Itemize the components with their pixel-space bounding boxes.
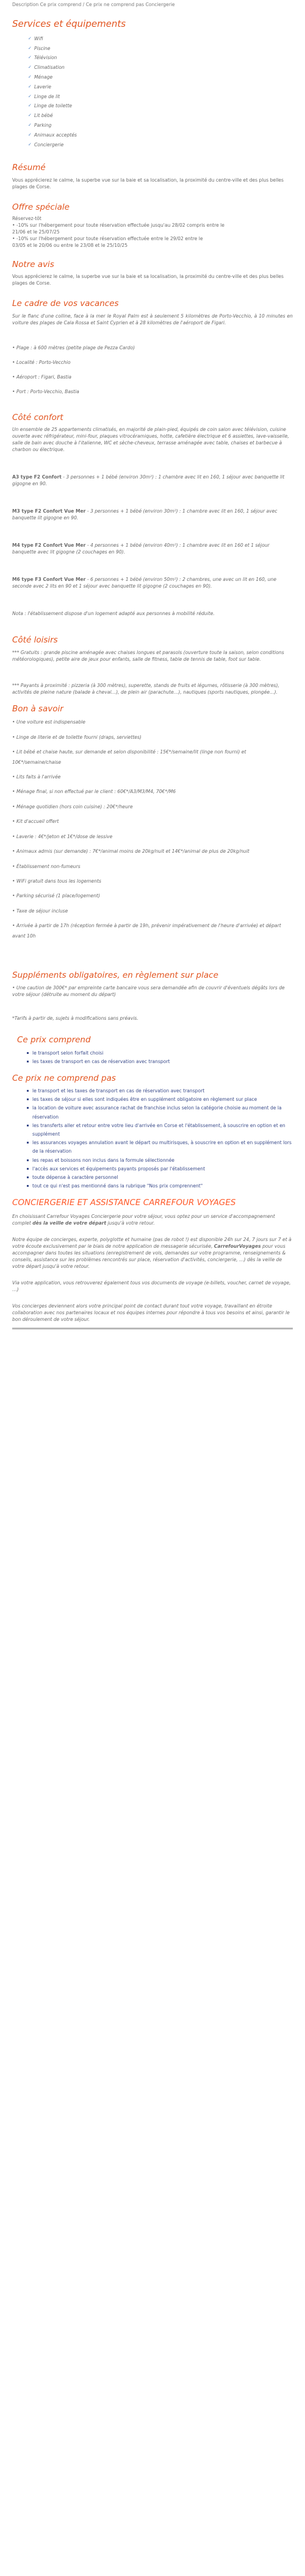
prix-ne-comprend-list bbox=[12, 1087, 293, 1190]
conciergerie-p2-b: CarrefourVoyages bbox=[214, 1244, 261, 1250]
cadre-text: Sur le flanc d'une colline, face à la mer le Royal Palm est à seulement 5 kilomètres de Porto-Vecchio, à 10 minutes en voiture des plages de Cala Rossa et Saint Cyprien et à 28 kilomètres de l'aéroport de Figari. bbox=[12, 313, 293, 326]
cadre-point: • Aéroport : Figari, Bastia bbox=[12, 374, 72, 380]
unit-name: M6 type F3 Confort Vue Mer bbox=[12, 576, 86, 582]
service-item: ✓ Linge de lit bbox=[28, 92, 293, 102]
bon-a-savoir-item: • Ménage final, si non effectué par le client : 60€*/A3/M3/M4, 70€*/M6 bbox=[12, 789, 176, 795]
bon-a-savoir-item: • WiFi gratuit dans tous les logements bbox=[12, 878, 101, 884]
cadre-point: • Plage : à 600 mètres (petite plage de Pezza Cardo) bbox=[12, 344, 135, 350]
bon-a-savoir-item: • Une voiture est indispensable bbox=[12, 719, 85, 725]
prix-ne-comprend-item: tout ce qui n'est pas mentionné dans la rubrique "Nos prix comprennent" bbox=[27, 1182, 293, 1190]
unit-text: - 3 personnes + 1 bébé (environ 30m²) : 1 chambre avec lit en 160, 1 séjour avec banquette lit gigogne en 90. bbox=[12, 508, 278, 521]
section-heading-avis: Notre avis bbox=[12, 260, 54, 270]
service-item: ✓ Laverie bbox=[28, 82, 293, 92]
prix-ne-comprend-item: les assurances voyages annulation avant le départ ou multirisques, à souscrire en option et en supplément lors de la réservation bbox=[27, 1139, 293, 1156]
loisirs-payants-label: *** Payants à proximité : bbox=[12, 682, 72, 688]
section-heading-confort: Côté confort bbox=[12, 412, 63, 422]
cadre-point: • Localité : Porto-Vecchio bbox=[12, 359, 71, 365]
bon-a-savoir-list bbox=[12, 717, 293, 941]
prix-ne-comprend-item: le transport et les taxes de transport en cas de réservation avec transport bbox=[27, 1087, 293, 1095]
service-item: ✓ Parking bbox=[28, 121, 293, 130]
unit-description bbox=[12, 508, 293, 521]
page-content bbox=[6, 0, 299, 1329]
section-heading-cadre: Le cadre de vos vacances bbox=[12, 298, 119, 308]
conciergerie-p1-b: dès la veille de votre départ bbox=[32, 1220, 107, 1226]
bon-a-savoir-item: • Parking sécurisé (1 place/logement) bbox=[12, 893, 100, 899]
cadre-point: • Port : Porto-Vecchio, Bastia bbox=[12, 388, 79, 394]
confort-note: Nota : l'établissement dispose d'un logement adapté aux personnes à mobilité réduite. bbox=[12, 610, 215, 616]
service-item: ✓ Télévision bbox=[28, 53, 293, 63]
conciergerie-p1-c: jusqu'à votre retour. bbox=[106, 1220, 155, 1226]
resume-text: Vous apprécierez le calme, la superbe vue sur la baie et sa localisation, la proximité du centre-ville et des plus belles plages de Corse. bbox=[12, 177, 284, 190]
conciergerie-p4: Vos concierges deviennent alors votre principal point de contact durant tout votre voyage, travaillant en étroite collaboration avec nos partenaires locaux et nos équipes internes pour répondre à tous vos besoins et ainsi, garantir le bon déroulement de votre séjour. bbox=[12, 1303, 290, 1323]
bon-a-savoir-item: • Laverie : 4€*/jeton et 1€*/dose de lessive bbox=[12, 833, 113, 839]
service-item: ✓ Lit bébé bbox=[28, 111, 293, 121]
prix-ne-comprend-item: la location de voiture avec assurance rachat de franchise inclus selon la catégorie choisie au moment de la réservation bbox=[27, 1104, 293, 1121]
unit-description bbox=[12, 474, 293, 487]
offre-line: Réservez-tôt bbox=[12, 216, 41, 222]
section-heading-prix-comprend: Ce prix comprend bbox=[17, 1034, 91, 1045]
bon-a-savoir-item: • Arrivée à partir de 17h (réception fermée à partir de 19h, prévenir impérativement de l'heure d'arrivée) et départ avant 10h bbox=[12, 923, 281, 939]
bon-a-savoir-item: • Linge de literie et de toilette fourni (draps, serviettes) bbox=[12, 734, 142, 740]
conciergerie-p2-a: Notre équipe de concierges, experte, polyglotte et humaine (pas de robot !) est disponible 24h sur 24, 7 jours sur 7 et à votre écoute exclusivement par le biais de notre application de messagerie sécurisée, bbox=[12, 1237, 292, 1250]
cadre-points bbox=[12, 344, 293, 395]
offre-line: • -10% sur l'hébergement pour toute réservation effectuée entre le 29/02 entre le bbox=[12, 236, 203, 242]
loisirs-gratuits-label: *** Gratuits : bbox=[12, 649, 44, 655]
section-heading-prix-ne-comprend: Ce prix ne comprend pas bbox=[12, 1073, 116, 1084]
conciergerie-p1 bbox=[12, 1213, 293, 1226]
unit-text: - 6 personnes + 1 bébé (environ 50m²) : 2 chambres, une avec un lit en 160, une seconde avec 2 lits en 90 et 1 séjour avec banquette lit gigogne (2 couchages en 90). bbox=[12, 576, 276, 589]
service-item: ✓ Animaux acceptés bbox=[28, 130, 293, 140]
breadcrumb: Description Ce prix comprend / Ce prix ne comprend pas Conciergerie bbox=[12, 2, 175, 7]
section-heading-services: Services et équipements bbox=[12, 18, 126, 29]
unit-name: M4 type F2 Confort Vue Mer bbox=[12, 542, 86, 548]
prix-ne-comprend-item: les taxes de séjour si elles sont indiquées être en supplément obligatoire en règlement sur place bbox=[27, 1095, 293, 1104]
unit-name: A3 type F2 Confort bbox=[12, 474, 62, 480]
prix-ne-comprend-item: l'accès aux services et équipements payants proposés par l'établissement bbox=[27, 1165, 293, 1173]
prix-ne-comprend-item: les repas et boissons non inclus dans la formule sélectionnée bbox=[27, 1156, 293, 1165]
section-heading-conciergerie: CONCIERGERIE ET ASSISTANCE CARREFOUR VOYAGES bbox=[12, 1198, 236, 1208]
offre-line: • -10% sur l'hébergement pour toute réservation effectuée jusqu'au 28/02 compris entre le bbox=[12, 222, 224, 229]
section-heading-offre: Offre spéciale bbox=[12, 202, 70, 213]
loisirs-payants bbox=[12, 682, 293, 696]
service-item: ✓ Climatisation bbox=[28, 63, 293, 73]
avis-text: Vous apprécierez le calme, la superbe vue sur la baie et sa localisation, la proximité du centre-ville et des plus belles plages de Corse. bbox=[12, 273, 284, 286]
conciergerie-p2-c: pour vous accompagner dans toutes les situations (enregistrement de vols, demandes sur votre programme, renseignements & conseils, assistance sur les problèmes rencontrés sur place, réservation d'activités, conciergerie, …) dès la veille de votre départ jusqu'à votre retour. bbox=[12, 1244, 286, 1270]
conciergerie-p3: Via votre application, vous retrouverez également tous vos documents de voyage (e-billets, voucher, carnet de voyage, …) bbox=[12, 1280, 291, 1293]
loisirs-gratuits-text: grande piscine aménagée avec chaises longues et parasols (ouverture toute la saison, selon conditions météorologiques), petite aire de jeux pour enfants, salle de fitness, table de tennis de table, foot sur table. bbox=[12, 649, 284, 662]
prix-ne-comprend-item: toute dépense à caractère personnel bbox=[27, 1173, 293, 1182]
footer-divider bbox=[12, 1328, 293, 1329]
unit-name: M3 type F2 Confort Vue Mer bbox=[12, 508, 86, 514]
service-item: ✓ Wifi bbox=[28, 34, 293, 44]
bon-a-savoir-item: • Lit bébé et chaise haute, sur demande et selon disponibilité : 15€*/semaine/lit (linge non fourni) et 10€*/semaine/chaise bbox=[12, 749, 246, 765]
services-list bbox=[12, 34, 293, 150]
section-heading-loisirs: Côté loisirs bbox=[12, 635, 58, 645]
confort-units bbox=[12, 474, 293, 589]
service-item: ✓ Conciergerie bbox=[28, 140, 293, 150]
service-item: ✓ Linge de toilette bbox=[28, 101, 293, 111]
conciergerie-p2 bbox=[12, 1236, 293, 1270]
loisirs-payants-text: pizzeria (à 300 mètres), superette, stands de fruits et légumes, rôtisserie (à 300 mètres), activités de pleine nature (balade à cheval…), de plein air (parachute…), nautiques (sports nautiques, plongée…). bbox=[12, 682, 279, 695]
unit-description bbox=[12, 542, 293, 555]
section-heading-bon-a-savoir: Bon à savoir bbox=[12, 703, 63, 714]
loisirs-gratuits bbox=[12, 649, 293, 663]
prix-ne-comprend-item: les transferts aller et retour entre votre lieu d'arrivée en Corse et l'établissement, à souscrire en option et en supplément bbox=[27, 1122, 293, 1139]
bon-a-savoir-item: • Ménage quotidien (hors coin cuisine) : 20€*/heure bbox=[12, 803, 133, 809]
bon-a-savoir-item: • Taxe de séjour incluse bbox=[12, 908, 68, 914]
offre-line: 03/05 et le 20/06 ou entre le 23/08 et le 25/10/25 bbox=[12, 243, 128, 249]
bon-a-savoir-item: • Kit d'accueil offert bbox=[12, 819, 59, 825]
bon-a-savoir-item: • Animaux admis (sur demande) : 7€*/animal moins de 20kg/nuit et 14€*/animal de plus de 20kg/nuit bbox=[12, 849, 249, 855]
supplements-text: • Une caution de 300€* par empreinte carte bancaire vous sera demandée afin de couvrir d'éventuels dégâts lors de votre séjour (détruite au moment du départ) bbox=[12, 984, 285, 997]
section-heading-resume: Résumé bbox=[12, 163, 46, 173]
prix-comprend-item: les taxes de transport en cas de réservation avec transport bbox=[27, 1058, 293, 1066]
bon-a-savoir-item: • Établissement non-fumeurs bbox=[12, 863, 81, 869]
supplements-note: *Tarifs à partir de, sujets à modifications sans préavis. bbox=[12, 1015, 138, 1021]
conciergerie-p1-a: En choisissant Carrefour Voyages Conciergerie pour votre séjour, vous optez pour un service d'accompagnement complet bbox=[12, 1214, 275, 1226]
unit-description bbox=[12, 576, 293, 589]
unit-text: - 3 personnes + 1 bébé (environ 30m²) : 1 chambre avec lit en 160, 1 séjour avec banquette lit gigogne en 90. bbox=[12, 474, 285, 486]
offre-lines bbox=[12, 215, 293, 249]
offre-line: 21/06 et le 25/07/25 bbox=[12, 229, 60, 235]
section-heading-supplements: Suppléments obligatoires, en règlement sur place bbox=[12, 970, 218, 980]
prix-comprend-item: le transport selon forfait choisi bbox=[27, 1049, 293, 1058]
unit-text: - 4 personnes + 1 bébé (environ 40m²) : 1 chambre avec lit en 160 et 1 séjour banquette avec lit gigogne (2 couchages en 90). bbox=[12, 542, 270, 555]
confort-intro: Un ensemble de 25 appartements climatisés, en majorité de plain-pied, équipés de coin salon avec télévision, cuisine ouverte avec réfrigérateur, mini-four, plaques vitrocéramiques, hotte, cafetière électrique et 6 assiettes, lave-vaisselle, salle de bain avec douche à l'italienne, WC et sèche-cheveux, terrasse aménagée avec table, chaises et barbecue à charbon ou électrique. bbox=[12, 426, 289, 452]
service-item: ✓ Ménage bbox=[28, 73, 293, 82]
service-item: ✓ Piscine bbox=[28, 44, 293, 54]
bon-a-savoir-item: • Lits faits à l'arrivée bbox=[12, 774, 61, 780]
prix-comprend-list bbox=[12, 1049, 293, 1066]
